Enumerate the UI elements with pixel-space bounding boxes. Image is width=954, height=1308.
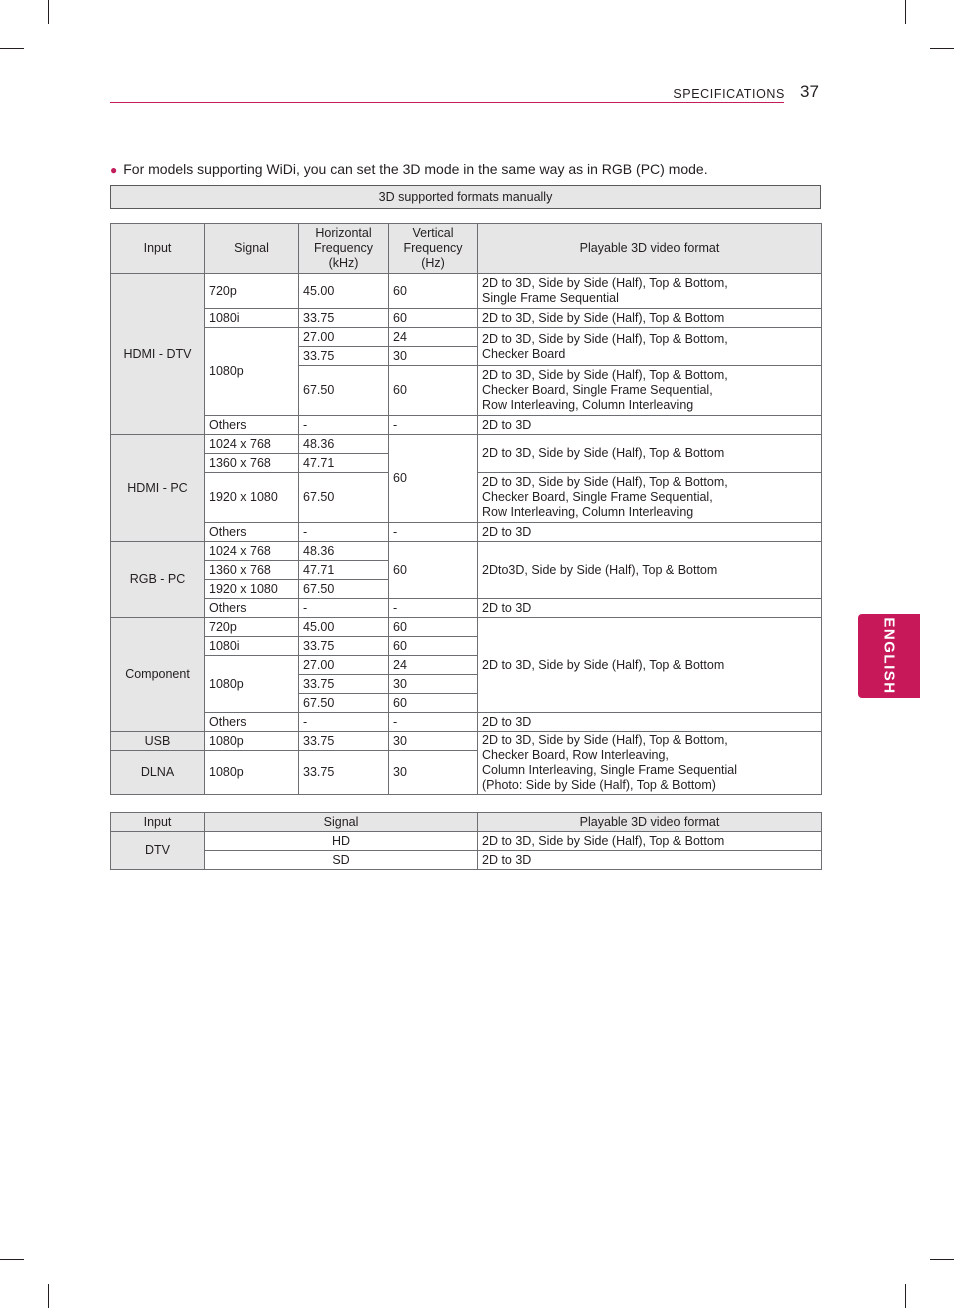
v-freq-cell: 60: [389, 309, 478, 328]
h-freq-cell: 27.00: [299, 328, 389, 347]
crop-mark: [0, 48, 24, 49]
h-freq-cell: 47.71: [299, 454, 389, 473]
input-rgb-pc: RGB - PC: [111, 542, 205, 618]
v-freq-cell: 60: [389, 274, 478, 309]
h-freq-cell: 45.00: [299, 618, 389, 637]
format-cell: 2D to 3D: [478, 416, 822, 435]
table-header-row: [111, 224, 822, 274]
signal-cell: 1080i: [205, 309, 299, 328]
section-title: SPECIFICATIONS: [673, 87, 785, 101]
language-tab: [858, 614, 920, 698]
v-freq-cell: 60: [389, 435, 478, 523]
crop-mark: [48, 1284, 49, 1308]
signal-cell: 1080p: [205, 732, 299, 751]
input-hdmi-pc: HDMI - PC: [111, 435, 205, 542]
signal-cell: Others: [205, 416, 299, 435]
input-dtv: DTV: [111, 832, 205, 870]
v-freq-cell: -: [389, 416, 478, 435]
h-freq-cell: 33.75: [299, 732, 389, 751]
formats-table: [110, 223, 822, 795]
table-row: [111, 542, 822, 561]
h-freq-cell: 33.75: [299, 675, 389, 694]
v-freq-cell: -: [389, 599, 478, 618]
signal-cell: SD: [205, 851, 478, 870]
format-cell: 2D to 3D, Side by Side (Half), Top & Bottom, Checker Board, Row Interleaving, Column Interleaving, Single Frame Sequential (Photo: Side by Side (Half), Top & Bottom): [478, 732, 822, 795]
table-row: [111, 274, 822, 309]
v-freq-cell: 30: [389, 751, 478, 795]
h-freq-cell: 33.75: [299, 751, 389, 795]
header-signal: Signal: [205, 224, 299, 274]
v-freq-cell: 24: [389, 328, 478, 347]
h-freq-cell: -: [299, 523, 389, 542]
table-row: [111, 328, 822, 347]
v-freq-cell: 30: [389, 732, 478, 751]
bullet-dot-icon: ●: [110, 163, 118, 177]
signal-cell: 1360 x 768: [205, 561, 299, 580]
format-cell: 2D to 3D, Side by Side (Half), Top & Bottom: [478, 309, 822, 328]
table-header-row: [111, 813, 822, 832]
note-text: For models supporting WiDi, you can set the 3D mode in the same way as in RGB (PC) mode.: [123, 161, 708, 177]
format-cell: 2D to 3D: [478, 713, 822, 732]
h-freq-cell: 67.50: [299, 694, 389, 713]
table-row: [111, 732, 822, 751]
h-freq-cell: 33.75: [299, 347, 389, 366]
v-freq-cell: -: [389, 523, 478, 542]
h-freq-cell: 45.00: [299, 274, 389, 309]
format-cell: 2D to 3D, Side by Side (Half), Top & Bottom, Checker Board: [478, 328, 822, 366]
header-format: Playable 3D video format: [478, 813, 822, 832]
crop-mark: [930, 48, 954, 49]
language-tab-label: ENGLISH: [880, 617, 898, 695]
signal-cell: 720p: [205, 618, 299, 637]
h-freq-cell: -: [299, 713, 389, 732]
table-row: [111, 599, 822, 618]
h-freq-cell: 67.50: [299, 580, 389, 599]
header-vertical-frequency: Vertical Frequency (Hz): [389, 224, 478, 274]
signal-cell: 1080p: [205, 751, 299, 795]
format-cell: 2Dto3D, Side by Side (Half), Top & Bottom: [478, 542, 822, 599]
header-format: Playable 3D video format: [478, 224, 822, 274]
v-freq-cell: -: [389, 713, 478, 732]
format-cell: 2D to 3D, Side by Side (Half), Top & Bottom: [478, 832, 822, 851]
header-signal: Signal: [205, 813, 478, 832]
table-row: [111, 416, 822, 435]
signal-cell: 1080p: [205, 328, 299, 416]
table-caption: 3D supported formats manually: [110, 185, 821, 209]
v-freq-cell: 60: [389, 366, 478, 416]
crop-mark: [905, 0, 906, 24]
v-freq-cell: 30: [389, 347, 478, 366]
v-freq-cell: 60: [389, 637, 478, 656]
crop-mark: [48, 0, 49, 24]
table-row: [111, 618, 822, 637]
header-input: Input: [111, 224, 205, 274]
signal-cell: 1920 x 1080: [205, 473, 299, 523]
h-freq-cell: 27.00: [299, 656, 389, 675]
table-row: [111, 713, 822, 732]
input-component: Component: [111, 618, 205, 732]
signal-cell: 720p: [205, 274, 299, 309]
format-cell: 2D to 3D: [478, 851, 822, 870]
h-freq-cell: -: [299, 599, 389, 618]
v-freq-cell: 60: [389, 694, 478, 713]
signal-cell: 1024 x 768: [205, 542, 299, 561]
h-freq-cell: -: [299, 416, 389, 435]
h-freq-cell: 67.50: [299, 473, 389, 523]
h-freq-cell: 48.36: [299, 435, 389, 454]
table-row: [111, 523, 822, 542]
input-usb: USB: [111, 732, 205, 751]
format-cell: 2D to 3D, Side by Side (Half), Top & Bottom: [478, 618, 822, 713]
format-cell: 2D to 3D: [478, 599, 822, 618]
input-hdmi-dtv: HDMI - DTV: [111, 274, 205, 435]
table-row: [111, 309, 822, 328]
header-input: Input: [111, 813, 205, 832]
v-freq-cell: 24: [389, 656, 478, 675]
signal-cell: HD: [205, 832, 478, 851]
note-bullet: [110, 161, 708, 177]
v-freq-cell: 60: [389, 542, 478, 599]
h-freq-cell: 33.75: [299, 637, 389, 656]
h-freq-cell: 47.71: [299, 561, 389, 580]
v-freq-cell: 60: [389, 618, 478, 637]
dtv-formats-table: [110, 812, 822, 870]
signal-cell: Others: [205, 523, 299, 542]
h-freq-cell: 33.75: [299, 309, 389, 328]
format-cell: 2D to 3D, Side by Side (Half), Top & Bottom: [478, 435, 822, 473]
header-rule: [110, 102, 784, 103]
signal-cell: Others: [205, 599, 299, 618]
header-horizontal-frequency: Horizontal Frequency (kHz): [299, 224, 389, 274]
crop-mark: [905, 1284, 906, 1308]
v-freq-cell: 30: [389, 675, 478, 694]
signal-cell: Others: [205, 713, 299, 732]
signal-cell: 1360 x 768: [205, 454, 299, 473]
format-cell: 2D to 3D: [478, 523, 822, 542]
signal-cell: 1080i: [205, 637, 299, 656]
format-cell: 2D to 3D, Side by Side (Half), Top & Bottom, Single Frame Sequential: [478, 274, 822, 309]
crop-mark: [0, 1259, 24, 1260]
input-dlna: DLNA: [111, 751, 205, 795]
signal-cell: 1024 x 768: [205, 435, 299, 454]
signal-cell: 1080p: [205, 656, 299, 713]
format-cell: 2D to 3D, Side by Side (Half), Top & Bottom, Checker Board, Single Frame Sequential, Row Interleaving, Column Interleaving: [478, 473, 822, 523]
h-freq-cell: 48.36: [299, 542, 389, 561]
crop-mark: [930, 1259, 954, 1260]
table-row: [111, 851, 822, 870]
table-row: [111, 832, 822, 851]
h-freq-cell: 67.50: [299, 366, 389, 416]
signal-cell: 1920 x 1080: [205, 580, 299, 599]
table-row: [111, 435, 822, 454]
page-number: 37: [800, 82, 819, 101]
format-cell: 2D to 3D, Side by Side (Half), Top & Bottom, Checker Board, Single Frame Sequential, Row Interleaving, Column Interleaving: [478, 366, 822, 416]
